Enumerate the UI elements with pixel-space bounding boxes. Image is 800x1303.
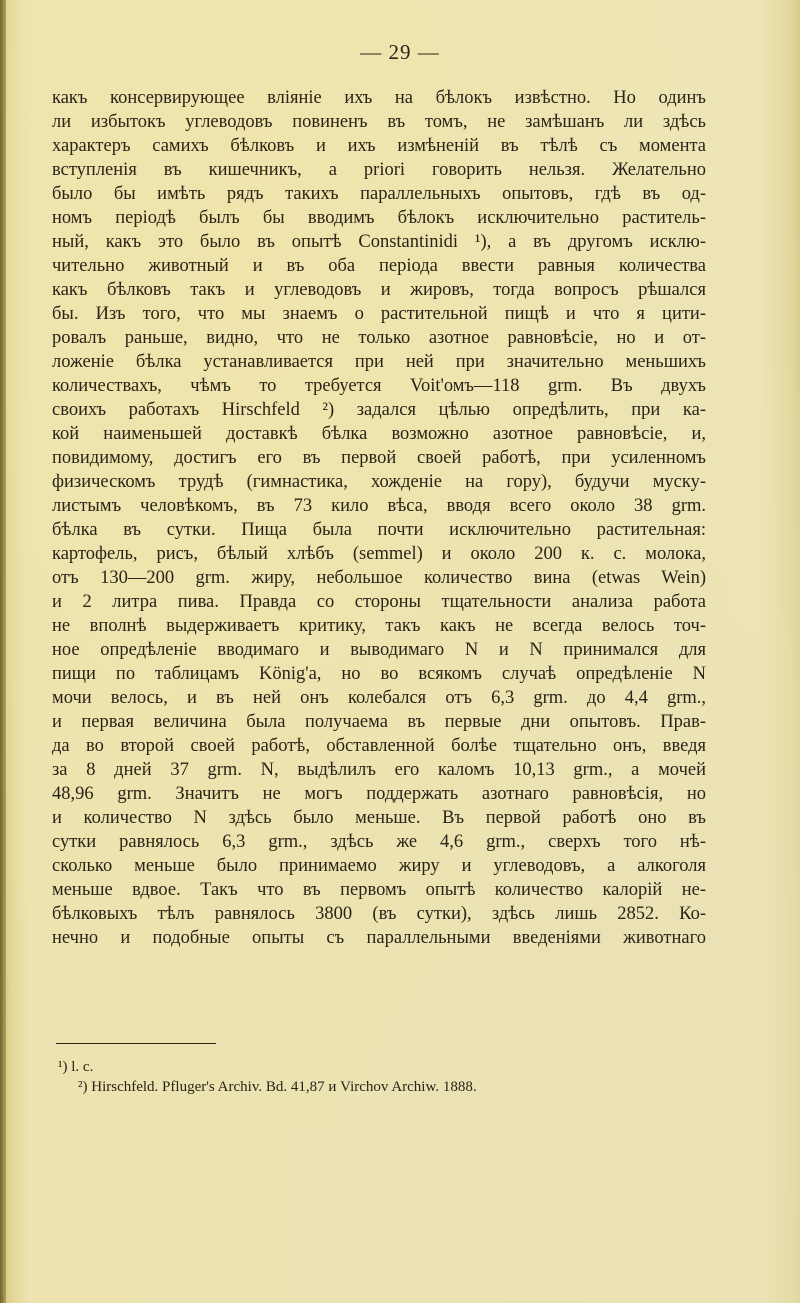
text-line: и первая величина была получаема въ первые дни опытовъ. Прав- xyxy=(52,712,706,732)
text-line: за 8 дней 37 grm. N, выдѣлилъ его каломъ 10,13 grm., а мочей xyxy=(52,760,706,780)
footnote-divider xyxy=(56,1043,216,1044)
text-line: бы. Изъ того, что мы знаемъ о растительной пищѣ и что я цити- xyxy=(52,304,706,324)
text-line: бѣлковыхъ тѣлъ равнялось 3800 (въ сутки), здѣсь лишь 2852. Ко- xyxy=(52,904,706,924)
footnote-1 xyxy=(58,1057,698,1077)
footnote-text: l. c. xyxy=(71,1059,94,1075)
text-line: ровалъ раньше, видно, что не только азотное равновѣсіе, но и от- xyxy=(52,328,706,348)
text-line: номъ періодѣ былъ бы вводимъ бѣлокъ исключительно раститель- xyxy=(52,208,706,228)
text-line: сутки равнялось 6,3 grm., здѣсь же 4,6 grm., сверхъ того нѣ- xyxy=(52,832,706,852)
text-line: пищи по таблицамъ König'a, но во всякомъ случаѣ опредѣленіе N xyxy=(52,664,706,684)
text-line: количествахъ, чѣмъ то требуется Voit'омъ—118 grm. Въ двухъ xyxy=(52,376,706,396)
text-line: ли избытокъ углеводовъ повиненъ въ томъ, не замѣшанъ ли здѣсь xyxy=(52,112,706,132)
text-line: вступленія въ кишечникъ, а priori говорить нельзя. Желательно xyxy=(52,160,706,180)
text-line: 48,96 grm. Значитъ не могъ поддержать азотнаго равновѣсія, но xyxy=(52,784,706,804)
text-line: физическомъ трудѣ (гимнастика, хожденіе на гору), будучи муску- xyxy=(52,472,706,492)
footnotes xyxy=(58,1057,698,1097)
text-line: какъ бѣлковъ такъ и углеводовъ и жировъ, тогда вопросъ рѣшался xyxy=(52,280,706,300)
text-line: листымъ человѣкомъ, въ 73 кило вѣса, вводя всего около 38 grm. xyxy=(52,496,706,516)
text-line: повидимому, достигъ его въ первой своей работѣ, при усиленномъ xyxy=(52,448,706,468)
footnote-marker: ²) xyxy=(78,1079,88,1095)
text-line: нечно и подобные опыты съ параллельными введеніями животнаго xyxy=(52,928,706,948)
text-line: ное опредѣленіе вводимаго и выводимаго N и N принимался для xyxy=(52,640,706,660)
text-line: характеръ самихъ бѣлковъ и ихъ измѣненій въ тѣлѣ съ момента xyxy=(52,136,706,156)
text-line: кой наименьшей доставкѣ бѣлка возможно азотное равновѣсіе, и, xyxy=(52,424,706,444)
text-line: да во второй своей работѣ, обставленной болѣе тщательно онъ, введя xyxy=(52,736,706,756)
text-line: картофель, рисъ, бѣлый хлѣбъ (semmel) и около 200 к. с. молока, xyxy=(52,544,706,564)
book-spine-edge xyxy=(0,0,6,1303)
text-line: мочи велось, и въ ней онъ колебался отъ 6,3 grm. до 4,4 grm., xyxy=(52,688,706,708)
page-number: — 29 — xyxy=(360,40,440,64)
footnote-2 xyxy=(58,1077,698,1097)
text-line: сколько меньше было принимаемо жиру и углеводовъ, а алкоголя xyxy=(52,856,706,876)
text-line: не вполнѣ выдерживаетъ критику, такъ какъ не всегда велось точ- xyxy=(52,616,706,636)
text-line: своихъ работахъ Hirschfeld ²) задался цѣлью опредѣлить, при ка- xyxy=(52,400,706,420)
text-line: и количество N здѣсь было меньше. Въ первой работѣ оно въ xyxy=(52,808,706,828)
footnote-marker: ¹) xyxy=(58,1059,68,1075)
footnote-text: Hirschfeld. Pfluger's Archiv. Bd. 41,87 и Virchov Archiw. 1888. xyxy=(91,1079,477,1095)
text-line: и 2 литра пива. Правда со стороны тщательности анализа работа xyxy=(52,592,706,612)
text-line: ный, какъ это было въ опытѣ Constantinidi ¹), а въ другомъ исклю- xyxy=(52,232,706,252)
text-line: чительно животный и въ оба періода ввести равныя количества xyxy=(52,256,706,276)
text-line: меньше вдвое. Такъ что въ первомъ опытѣ количество калорій не- xyxy=(52,880,706,900)
text-line: бѣлка въ сутки. Пища была почти исключительно растительная: xyxy=(52,520,706,540)
text-line: какъ консервирующее вліяніе ихъ на бѣлокъ извѣстно. Но одинъ xyxy=(52,88,706,108)
text-line: было бы имѣть рядъ такихъ параллельныхъ опытовъ, гдѣ въ од- xyxy=(52,184,706,204)
text-line: ложеніе бѣлка устанавливается при ней при значительно меньшихъ xyxy=(52,352,706,372)
text-line: отъ 130—200 grm. жиру, небольшое количество вина (etwas Wein) xyxy=(52,568,706,588)
body-text xyxy=(52,86,706,950)
